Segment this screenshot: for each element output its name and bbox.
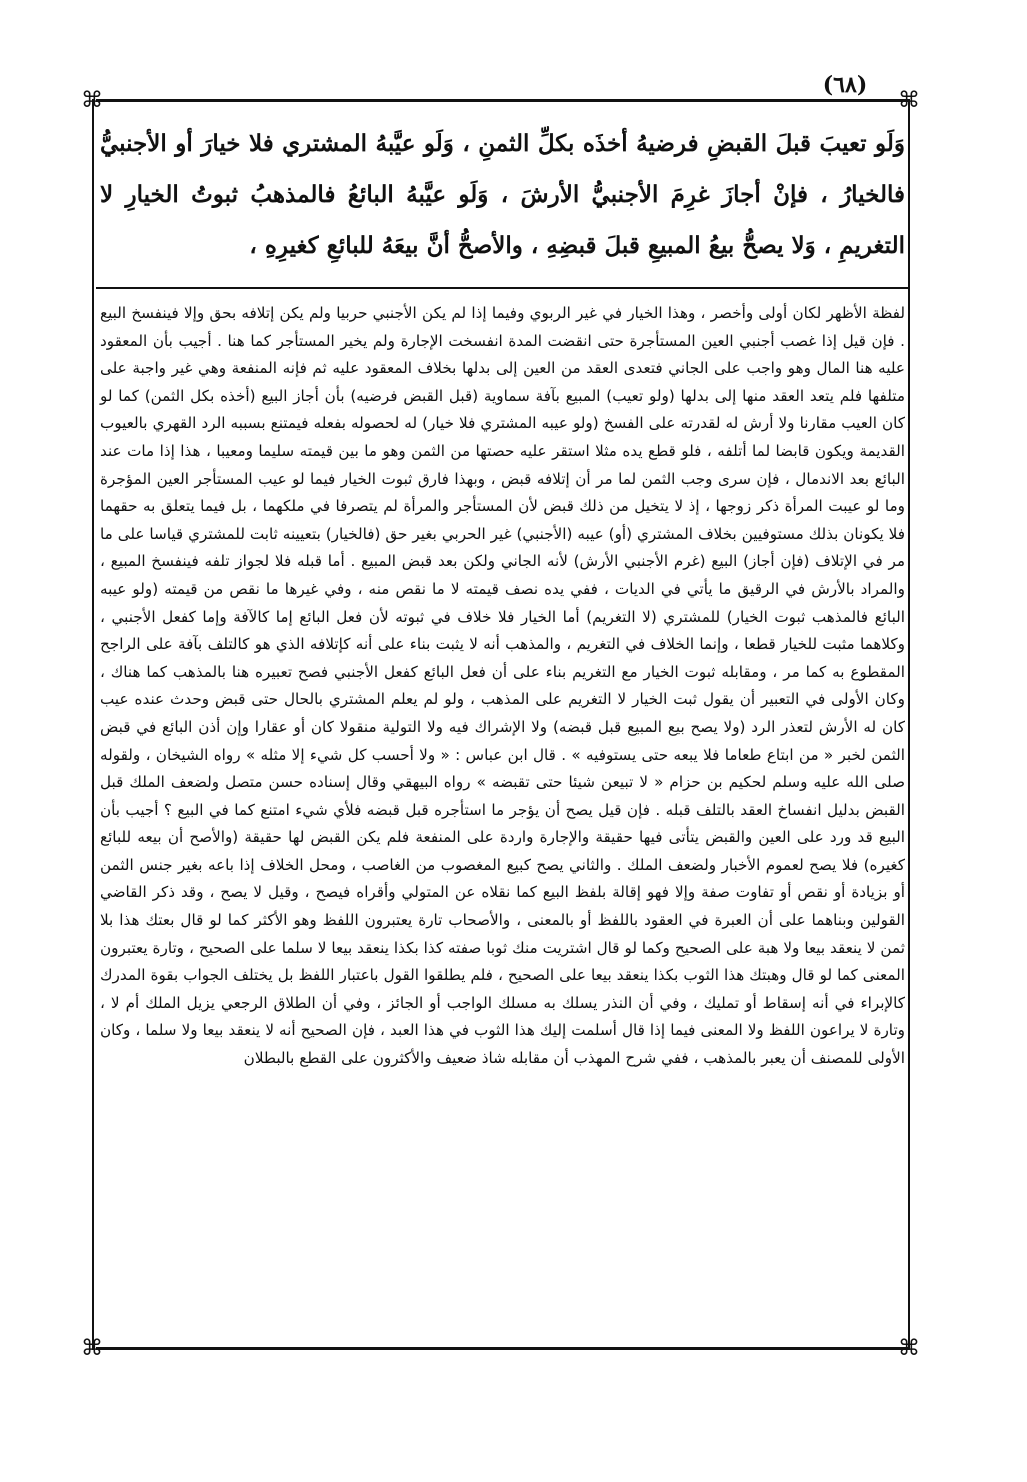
sharh-text: لفظة الأظهر لكان أولى وأخصر ، وهذا الخيار في غير الربوي وفيما إذا لم يكن الأجنبي حربيا ولم يكن إتلافه بحق وإلا فينفسخ البيع . فإن قيل إذا غصب أجنبي العين المستأجرة حتى انقضت المدة انفسخت الإجارة ولم يخير المستأجر كما هنا . أجيب بأن المعقود عليه هنا المال وهو واجب على الجاني فتعدى العقد من العين إلى بدلها بخلاف المعقود عليه ثم فإنه المنفعة وهي غير واجبة على متلفها فلم يتعد العقد منها إلى بدلها (ولو تعيب) المبيع بآفة سماوية (قبل القبض فرضيه) بأن أجاز البيع (أخذه بكل الثمن) كما لو كان العيب مقارنا ولا أرش له لقدرته على الفسخ (ولو عيبه المشتري فلا خيار) له لحصوله بفعله فيمتنع بسببه الرد القهري بالعيوب القديمة ويكون قابضا لما أتلفه ، فلو قطع يده مثلا استقر عليه حصتها من الثمن وهو ما بين قيمته سليما ومعيبا ، هذا إذا مات عند البائع بعد الاندمال ، فإن سرى وجب الثمن لما مر أن إتلافه قبض ، وبهذا فارق ثبوت الخيار فيما لو عيب المستأجر العين المؤجرة وما لو عيبت المرأة ذكر زوجها ، إذ لا يتخيل من ذلك قبض لأن المستأجر والمرأة لم يتصرفا في ملكهما ، بل فيما يتعلق به حقهما فلا يكونان بذلك مستوفيين بخلاف المشتري (أو) عيبه (الأجنبي) غير الحربي بغير حق (فالخيار) بتعيينه ثابت للمشتري قياسا على ما مر في الإتلاف (فإن أجاز) البيع (غرم الأجنبي الأرش) لأنه الجاني ولكن بعد قبض المبيع . أما قبله فلا لجواز تلفه فينفسخ المبيع ، والمراد بالأرش في الرقيق ما يأتي في الديات ، ففي يده نصف قيمته لا ما نقص منه ، وفي غيرها ما نقص من قيمته (ولو عيبه البائع فالمذهب ثبوت الخيار) للمشتري (لا التغريم) أما الخيار فلا خلاف في ثبوته لأن فعل البائع إما كالآفة وإما كفعل الأجنبي ، وكلاهما مثبت للخيار قطعا ، وإنما الخلاف في التغريم ، والمذهب أنه لا يثبت بناء على أنه كإتلافه الذي هو كالتلف بآفة على الراجح المقطوع به كما مر ، ومقابله ثبوت الخيار مع التغريم بناء على أن فعل البائع كفعل الأجنبي فصح تعبيره هنا بالمذهب كما هناك ، وكان الأولى في التعبير أن يقول ثبت الخيار لا التغريم على المذهب ، ولو لم يعلم المشتري بالحال حتى قبض وحدث عنده عيب كان له الأرش لتعذر الرد (ولا يصح بيع المبيع قبل قبضه) ولا الإشراك فيه ولا التولية منقولا كان أو عقارا وإن أذن البائع في قبض الثمن لخبر « من ابتاع طعاما فلا يبعه حتى يستوفيه » . قال ابن عباس : « ولا أحسب كل شيء إلا مثله » رواه الشيخان ، ولقوله صلى الله عليه وسلم لحكيم بن حزام « لا تبيعن شيئا حتى تقبضه » رواه البيهقي وقال إسناده حسن متصل ولضعف الملك قبل القبض بدليل انفساخ العقد بالتلف قبله . فإن قيل يصح أن يؤجر ما استأجره قبل قبضه فلأي شيء امتنع كما في البيع ؟ أجيب بأن البيع قد ورد على العين والقبض يتأتى فيها حقيقة والإجارة واردة على المنفعة فلم يكن القبض لها حقيقة (والأصح أن بيعه للبائع كغيره) فلا يصح لعموم الأخبار ولضعف الملك . والثاني يصح كبيع المغصوب من الغاصب ، ومحل الخلاف إذا باعه بغير جنس الثمن أو بزيادة أو نقص أو تفاوت صفة وإلا فهو إقالة بلفظ البيع كما نقلاه عن المتولي وأقراه فيصح ، وقيل لا يصح ، وقد ذكر القاضي القولين وبناهما على أن العبرة في العقود باللفظ أو بالمعنى ، والأصحاب تارة يعتبرون اللفظ وهو الأكثر كما لو قال بعتك هذا بلا ثمن لا ينعقد بيعا ولا هبة على الصحيح وكما لو قال اشتريت منك ثوبا صفته كذا بكذا ينعقد بيعا لا سلما على الصحيح ، وتارة يعتبرون المعنى كما لو قال وهبتك هذا الثوب بكذا ينعقد بيعا على الصحيح ، فلم يطلقوا القول باعتبار اللفظ بل يختلف الجواب بقوة المدرك كالإبراء في أنه إسقاط أو تمليك ، وفي أن النذر يسلك به مسلك الواجب أو الجائز ، وفي أن الطلاق الرجعي يزيل الملك أم لا ، وتارة لا يراعون اللفظ ولا المعنى فيما إذا قال أسلمت إليك هذا الثوب في هذا العبد ، فإن الصحيح أنه لا ينعقد بيعا ولا سلما ، وكان الأولى للمصنف أن يعبر بالمذهب ، ففي شرح المهذب أن مقابله شاذ ضعيف والأكثرون على القطع بالبطلان [100, 304, 905, 1068]
middle-rule [96, 287, 908, 289]
right-border-rule [908, 99, 910, 1350]
ornament-top-right-icon: ⌘ [898, 88, 920, 113]
page-number: (٦٨) [822, 72, 868, 98]
top-rule [96, 99, 908, 102]
matn-text: وَلَو تعيبَ قبلَ القبضِ فرضيهُ أخذَه بكلِّ الثمنِ ، وَلَو عيَّبهُ المشتري فلا خيارَ أو الأجنبيُّ فالخيارُ ، فإنْ أجازَ غرِمَ الأجنبيُّ الأرشَ ، وَلَو عيَّبهُ البائعُ فالمذهبُ ثبوتُ الخيارِ لا التغريمِ ، وَلا يصحُّ بيعُ المبيعِ قبلَ قبضِهِ ، والأصحُّ أنَّ بيعَهُ للبائعِ كغيرِهِ ، [100, 130, 905, 259]
ornament-bottom-left-icon: ⌘ [81, 1336, 103, 1361]
ornament-bottom-right-icon: ⌘ [898, 1336, 920, 1361]
left-border-rule [92, 99, 94, 1350]
ornament-top-left-icon: ⌘ [81, 88, 103, 113]
bottom-rule [96, 1347, 908, 1350]
